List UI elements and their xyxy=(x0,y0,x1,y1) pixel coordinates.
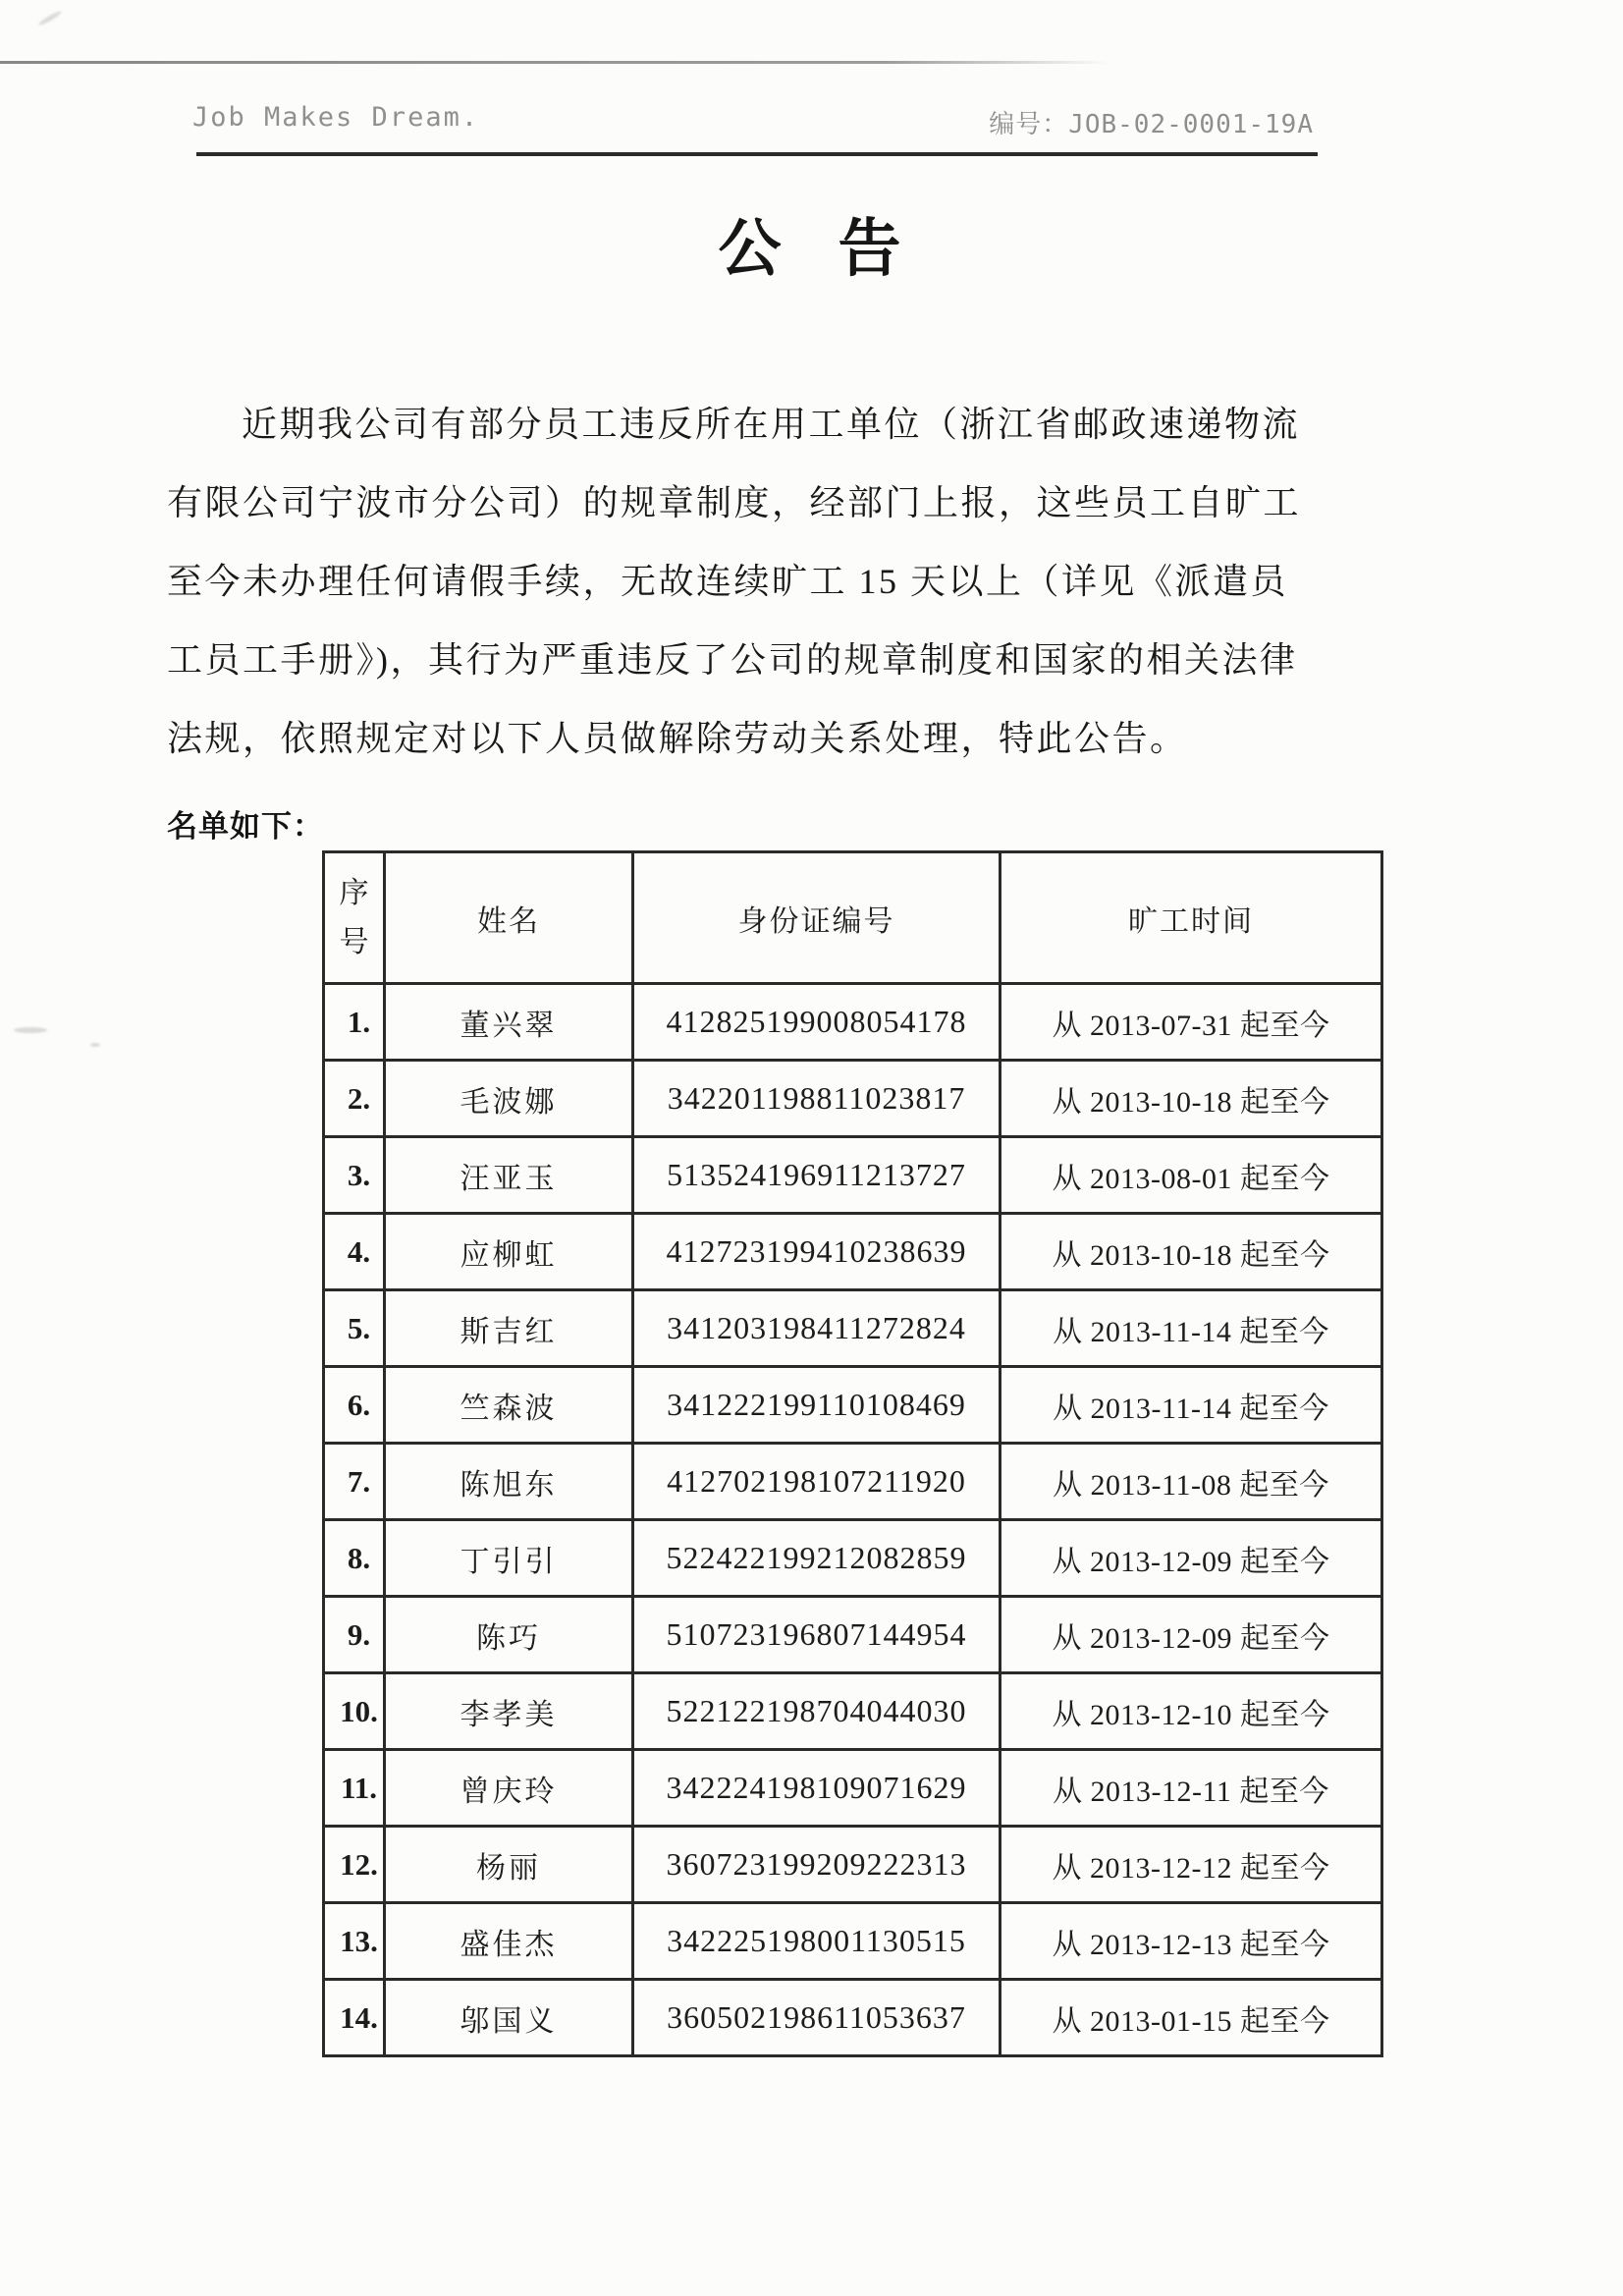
document-number: 编号：JOB-02-0001-19A xyxy=(989,110,1314,139)
letterhead-rule xyxy=(196,152,1318,156)
scan-artifact-smudge xyxy=(37,10,62,27)
row-seq: 11. xyxy=(324,1750,385,1827)
roster-table-body xyxy=(324,984,1382,2056)
scan-artifact-smudge xyxy=(14,1027,47,1033)
row-name: 竺森波 xyxy=(385,1367,633,1444)
list-label: 名单如下： xyxy=(167,809,324,844)
row-seq: 3. xyxy=(324,1137,385,1214)
row-period: 从 2013-12-11 起至今 xyxy=(1001,1750,1382,1827)
row-name: 杨丽 xyxy=(385,1827,633,1903)
row-id: 522422199212082859 xyxy=(633,1520,1001,1597)
row-seq: 2. xyxy=(324,1061,385,1137)
row-id: 342224198109071629 xyxy=(633,1750,1001,1827)
row-period: 从 2013-10-18 起至今 xyxy=(1001,1214,1382,1290)
roster-header-row xyxy=(324,852,1382,984)
row-seq: 4. xyxy=(324,1214,385,1290)
row-period: 从 2013-11-14 起至今 xyxy=(1001,1367,1382,1444)
table-row xyxy=(324,1597,1382,1673)
table-row xyxy=(324,1980,1382,2056)
row-seq: 14. xyxy=(324,1980,385,2056)
announcement-paragraph xyxy=(167,385,1314,778)
row-name: 陈旭东 xyxy=(385,1444,633,1520)
row-name: 丁引引 xyxy=(385,1520,633,1597)
row-id: 412723199410238639 xyxy=(633,1214,1001,1290)
row-seq: 8. xyxy=(324,1520,385,1597)
row-seq: 5. xyxy=(324,1290,385,1367)
table-row xyxy=(324,1367,1382,1444)
table-row xyxy=(324,1673,1382,1750)
row-period: 从 2013-12-09 起至今 xyxy=(1001,1520,1382,1597)
row-period: 从 2013-07-31 起至今 xyxy=(1001,984,1382,1061)
row-seq: 9. xyxy=(324,1597,385,1673)
roster-table xyxy=(322,850,1383,2057)
row-seq: 10. xyxy=(324,1673,385,1750)
row-name: 盛佳杰 xyxy=(385,1903,633,1980)
row-period: 从 2013-12-10 起至今 xyxy=(1001,1673,1382,1750)
row-name: 斯吉红 xyxy=(385,1290,633,1367)
paragraph-line: 有限公司宁波市分公司）的规章制度，经部门上报，这些员工自旷工 xyxy=(167,483,1302,522)
row-period: 从 2013-01-15 起至今 xyxy=(1001,1980,1382,2056)
column-header-period: 旷工时间 xyxy=(1001,852,1382,984)
row-period: 从 2013-12-13 起至今 xyxy=(1001,1903,1382,1980)
scan-artifact-smudge xyxy=(90,1043,100,1047)
row-seq: 6. xyxy=(324,1367,385,1444)
row-seq: 12. xyxy=(324,1827,385,1903)
row-id: 342225198001130515 xyxy=(633,1903,1001,1980)
page-title: 公 告 xyxy=(718,214,905,284)
row-name: 陈巧 xyxy=(385,1597,633,1673)
table-row xyxy=(324,1061,1382,1137)
table-row xyxy=(324,1290,1382,1367)
row-id: 513524196911213727 xyxy=(633,1137,1001,1214)
row-seq: 7. xyxy=(324,1444,385,1520)
table-row xyxy=(324,1520,1382,1597)
row-id: 360502198611053637 xyxy=(633,1980,1001,2056)
row-seq: 1. xyxy=(324,984,385,1061)
row-period: 从 2013-11-08 起至今 xyxy=(1001,1444,1382,1520)
column-header-name: 姓名 xyxy=(385,852,633,984)
row-id: 412702198107211920 xyxy=(633,1444,1001,1520)
row-id: 522122198704044030 xyxy=(633,1673,1001,1750)
column-header-id: 身份证编号 xyxy=(633,852,1001,984)
row-name: 毛波娜 xyxy=(385,1061,633,1137)
table-row xyxy=(324,1137,1382,1214)
table-row xyxy=(324,1750,1382,1827)
paragraph-line: 至今未办理任何请假手续，无故连续旷工 15 天以上（详见《派遣员 xyxy=(167,562,1289,601)
row-period: 从 2013-12-12 起至今 xyxy=(1001,1827,1382,1903)
row-name: 董兴翠 xyxy=(385,984,633,1061)
paragraph-line: 工员工手册》)，其行为严重违反了公司的规章制度和国家的相关法律 xyxy=(167,640,1298,680)
row-id: 412825199008054178 xyxy=(633,984,1001,1061)
table-row xyxy=(324,1827,1382,1903)
row-id: 510723196807144954 xyxy=(633,1597,1001,1673)
row-seq: 13. xyxy=(324,1903,385,1980)
paragraph-line: 近期我公司有部分员工违反所在用工单位（浙江省邮政速递物流 xyxy=(242,405,1301,444)
table-row xyxy=(324,1214,1382,1290)
table-row xyxy=(324,984,1382,1061)
paragraph-line: 法规，依照规定对以下人员做解除劳动关系处理，特此公告。 xyxy=(167,719,1188,758)
row-name: 邬国义 xyxy=(385,1980,633,2056)
row-name: 汪亚玉 xyxy=(385,1137,633,1214)
row-period: 从 2013-08-01 起至今 xyxy=(1001,1137,1382,1214)
row-id: 341203198411272824 xyxy=(633,1290,1001,1367)
letterhead-slogan: Job Makes Dream. xyxy=(192,102,480,133)
row-period: 从 2013-11-14 起至今 xyxy=(1001,1290,1382,1367)
row-id: 360723199209222313 xyxy=(633,1827,1001,1903)
table-row xyxy=(324,1444,1382,1520)
row-id: 342201198811023817 xyxy=(633,1061,1001,1137)
row-name: 曾庆玲 xyxy=(385,1750,633,1827)
scan-artifact-line xyxy=(0,61,1109,64)
row-period: 从 2013-12-09 起至今 xyxy=(1001,1597,1382,1673)
column-header-seq: 序号 xyxy=(324,852,385,984)
row-period: 从 2013-10-18 起至今 xyxy=(1001,1061,1382,1137)
row-name: 应柳虹 xyxy=(385,1214,633,1290)
table-row xyxy=(324,1903,1382,1980)
row-id: 341222199110108469 xyxy=(633,1367,1001,1444)
row-name: 李孝美 xyxy=(385,1673,633,1750)
